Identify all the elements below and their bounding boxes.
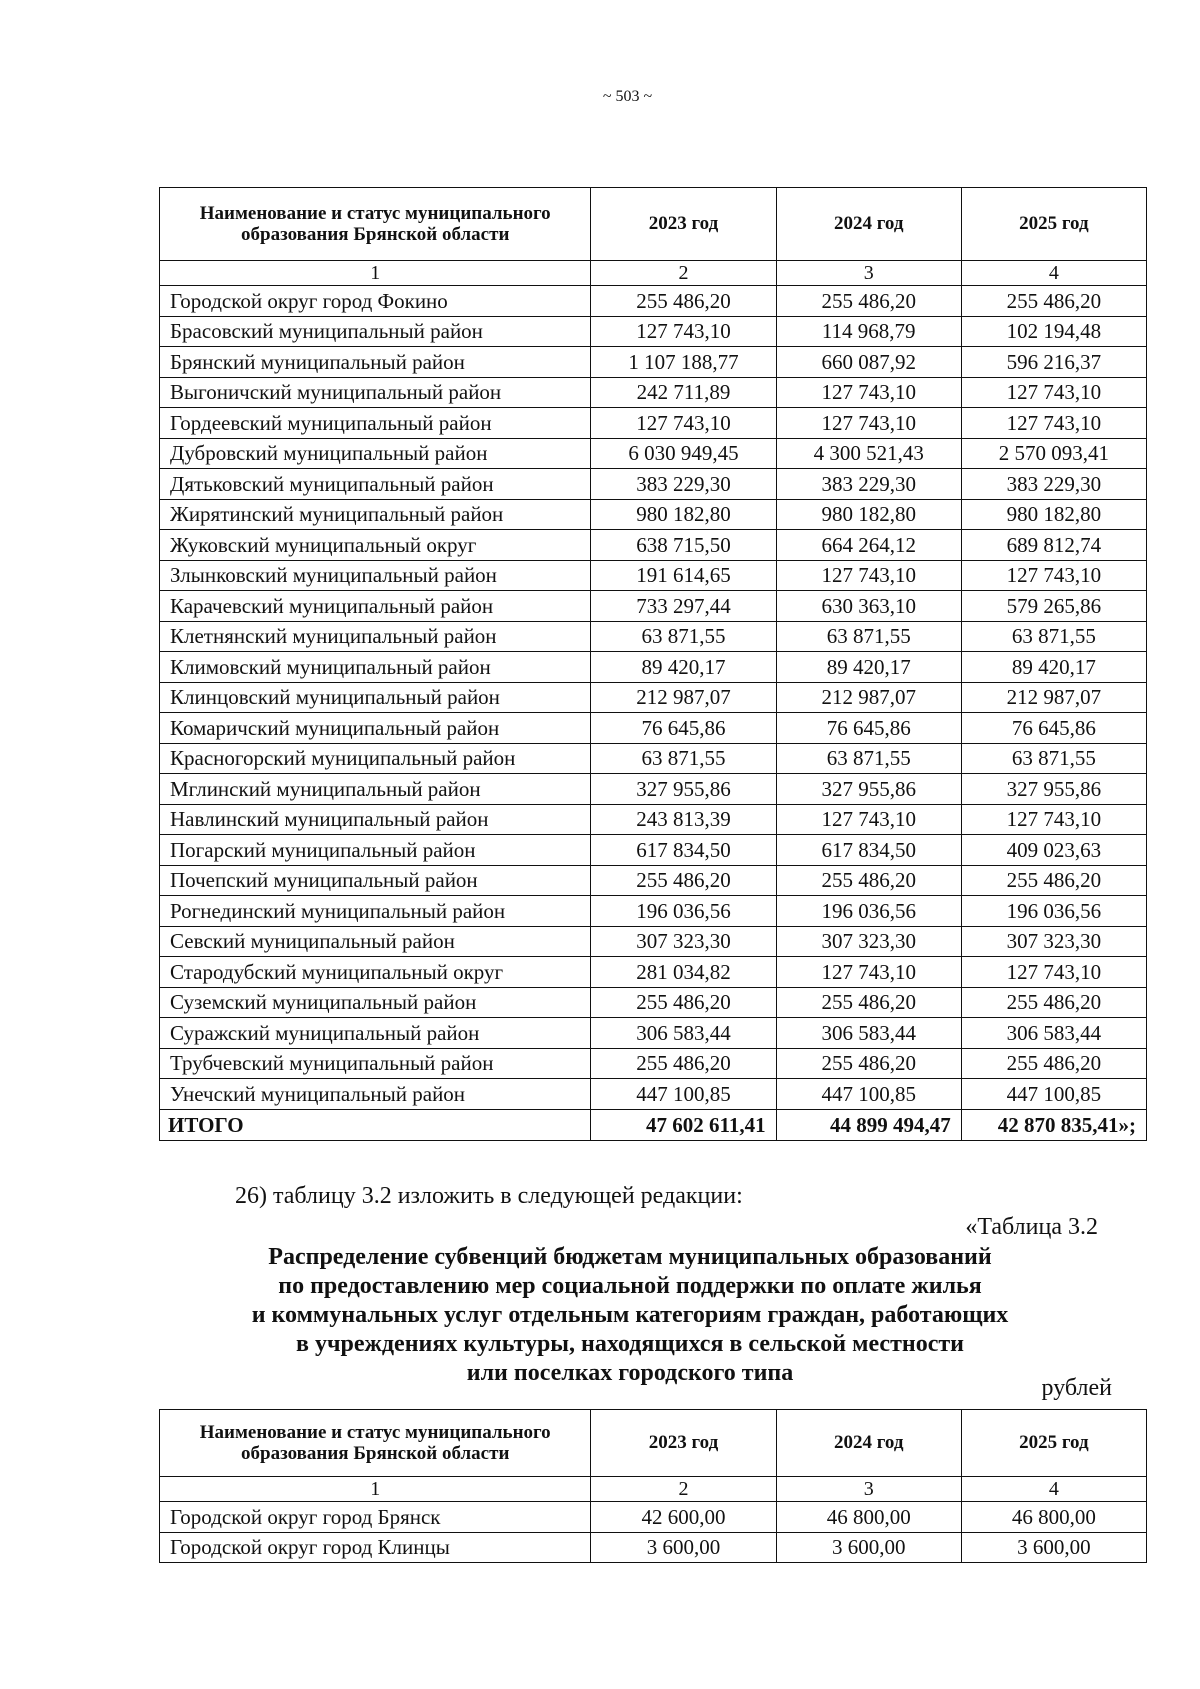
table-row bbox=[160, 1532, 1147, 1563]
municipality-name: Климовский муниципальный район bbox=[160, 652, 591, 683]
amount-cell: 255 486,20 bbox=[591, 987, 776, 1018]
amount-cell: 689 812,74 bbox=[961, 530, 1146, 561]
amount-cell: 306 583,44 bbox=[776, 1018, 961, 1049]
municipality-name: Суземский муниципальный район bbox=[160, 987, 591, 1018]
amount-cell: 327 955,86 bbox=[776, 774, 961, 805]
amount-cell: 596 216,37 bbox=[961, 347, 1146, 378]
amount-cell: 255 486,20 bbox=[776, 1048, 961, 1079]
amount-cell: 127 743,10 bbox=[961, 408, 1146, 439]
amount-cell: 242 711,89 bbox=[591, 377, 776, 408]
amount-cell: 127 743,10 bbox=[776, 957, 961, 988]
table-row bbox=[160, 652, 1147, 683]
table-label: «Таблица 3.2 bbox=[965, 1214, 1098, 1240]
amount-cell: 127 743,10 bbox=[591, 408, 776, 439]
municipality-name: Севский муниципальный район bbox=[160, 926, 591, 957]
units-label: рублей bbox=[1041, 1375, 1112, 1401]
column-number: 4 bbox=[961, 1477, 1146, 1502]
amount-cell: 327 955,86 bbox=[961, 774, 1146, 805]
amount-cell: 3 600,00 bbox=[591, 1532, 776, 1563]
amount-cell: 3 600,00 bbox=[776, 1532, 961, 1563]
total-label: ИТОГО bbox=[160, 1109, 591, 1140]
municipality-name: Навлинский муниципальный район bbox=[160, 804, 591, 835]
amount-cell: 63 871,55 bbox=[961, 743, 1146, 774]
header-2025: 2025 год bbox=[961, 188, 1146, 261]
amount-cell: 46 800,00 bbox=[776, 1502, 961, 1533]
table-row bbox=[160, 316, 1147, 347]
amount-cell: 127 743,10 bbox=[591, 316, 776, 347]
table-row bbox=[160, 926, 1147, 957]
amount-cell: 76 645,86 bbox=[776, 713, 961, 744]
subsidy-table-previous bbox=[159, 187, 1147, 1141]
amount-cell: 89 420,17 bbox=[776, 652, 961, 683]
amount-cell: 281 034,82 bbox=[591, 957, 776, 988]
amount-cell: 196 036,56 bbox=[776, 896, 961, 927]
municipality-name: Жуковский муниципальный округ bbox=[160, 530, 591, 561]
table-row bbox=[160, 469, 1147, 500]
amount-cell: 617 834,50 bbox=[776, 835, 961, 866]
amount-cell: 3 600,00 bbox=[961, 1532, 1146, 1563]
amount-cell: 127 743,10 bbox=[776, 560, 961, 591]
amount-cell: 212 987,07 bbox=[776, 682, 961, 713]
table-title-line: в учреждениях культуры, находящихся в сельской местности bbox=[296, 1331, 964, 1357]
column-number: 2 bbox=[591, 261, 776, 286]
amount-cell: 255 486,20 bbox=[961, 286, 1146, 317]
amount-cell: 1 107 188,77 bbox=[591, 347, 776, 378]
header-name-status: Наименование и статус муниципального образования Брянской области bbox=[160, 188, 591, 261]
amount-cell: 127 743,10 bbox=[961, 957, 1146, 988]
column-numbers-row bbox=[160, 261, 1147, 286]
table-row bbox=[160, 835, 1147, 866]
municipality-name: Трубчевский муниципальный район bbox=[160, 1048, 591, 1079]
amount-cell: 102 194,48 bbox=[961, 316, 1146, 347]
column-number: 4 bbox=[961, 261, 1146, 286]
amount-cell: 980 182,80 bbox=[776, 499, 961, 530]
amount-cell: 6 030 949,45 bbox=[591, 438, 776, 469]
amount-cell: 733 297,44 bbox=[591, 591, 776, 622]
municipality-name: Злынковский муниципальный район bbox=[160, 560, 591, 591]
municipality-name: Суражский муниципальный район bbox=[160, 1018, 591, 1049]
table-row bbox=[160, 957, 1147, 988]
municipality-name: Комаричский муниципальный район bbox=[160, 713, 591, 744]
municipality-name: Брянский муниципальный район bbox=[160, 347, 591, 378]
column-number: 2 bbox=[591, 1477, 776, 1502]
municipality-name: Брасовский муниципальный район bbox=[160, 316, 591, 347]
municipality-name: Городской округ город Брянск bbox=[160, 1502, 591, 1533]
total-2025: 42 870 835,41»; bbox=[961, 1109, 1146, 1140]
amount-cell: 2 570 093,41 bbox=[961, 438, 1146, 469]
table-title-line: Распределение субвенций бюджетам муниципальных образований bbox=[268, 1244, 992, 1270]
amount-cell: 306 583,44 bbox=[961, 1018, 1146, 1049]
amount-cell: 127 743,10 bbox=[961, 560, 1146, 591]
amount-cell: 255 486,20 bbox=[776, 987, 961, 1018]
amount-cell: 127 743,10 bbox=[776, 804, 961, 835]
amount-cell: 114 968,79 bbox=[776, 316, 961, 347]
column-number: 1 bbox=[160, 261, 591, 286]
municipality-name: Гордеевский муниципальный район bbox=[160, 408, 591, 439]
municipality-name: Дубровский муниципальный район bbox=[160, 438, 591, 469]
amount-cell: 307 323,30 bbox=[961, 926, 1146, 957]
table-row bbox=[160, 347, 1147, 378]
header-2023: 2023 год bbox=[591, 1410, 776, 1477]
amount-cell: 307 323,30 bbox=[591, 926, 776, 957]
table-row bbox=[160, 621, 1147, 652]
table-row bbox=[160, 1048, 1147, 1079]
municipality-name: Городской округ город Фокино bbox=[160, 286, 591, 317]
municipality-name: Выгоничский муниципальный район bbox=[160, 377, 591, 408]
municipality-name: Городской округ город Клинцы bbox=[160, 1532, 591, 1563]
table-row bbox=[160, 499, 1147, 530]
column-number: 1 bbox=[160, 1477, 591, 1502]
table-row bbox=[160, 591, 1147, 622]
total-row bbox=[160, 1109, 1147, 1140]
table-row bbox=[160, 1018, 1147, 1049]
amount-cell: 196 036,56 bbox=[961, 896, 1146, 927]
amount-cell: 4 300 521,43 bbox=[776, 438, 961, 469]
table-row bbox=[160, 530, 1147, 561]
municipality-name: Погарский муниципальный район bbox=[160, 835, 591, 866]
table-header-row bbox=[160, 1410, 1147, 1477]
municipality-name: Жирятинский муниципальный район bbox=[160, 499, 591, 530]
table-title-line: по предоставлению мер социальной поддержки по оплате жилья bbox=[278, 1273, 982, 1299]
column-numbers-row bbox=[160, 1477, 1147, 1502]
header-name-status: Наименование и статус муниципального образования Брянской области bbox=[160, 1410, 591, 1477]
amount-cell: 63 871,55 bbox=[591, 743, 776, 774]
municipality-name: Клинцовский муниципальный район bbox=[160, 682, 591, 713]
amount-cell: 447 100,85 bbox=[961, 1079, 1146, 1110]
amount-cell: 255 486,20 bbox=[776, 865, 961, 896]
amount-cell: 63 871,55 bbox=[591, 621, 776, 652]
table-row bbox=[160, 865, 1147, 896]
amount-cell: 255 486,20 bbox=[776, 286, 961, 317]
column-number: 3 bbox=[776, 1477, 961, 1502]
amount-cell: 660 087,92 bbox=[776, 347, 961, 378]
municipality-name: Клетнянский муниципальный район bbox=[160, 621, 591, 652]
amount-cell: 383 229,30 bbox=[591, 469, 776, 500]
table-row bbox=[160, 408, 1147, 439]
amount-cell: 255 486,20 bbox=[591, 1048, 776, 1079]
subsidy-table-3-2 bbox=[159, 1409, 1147, 1563]
amount-cell: 980 182,80 bbox=[591, 499, 776, 530]
table-row bbox=[160, 743, 1147, 774]
total-2024: 44 899 494,47 bbox=[776, 1109, 961, 1140]
municipality-name: Красногорский муниципальный район bbox=[160, 743, 591, 774]
amount-cell: 306 583,44 bbox=[591, 1018, 776, 1049]
amount-cell: 76 645,86 bbox=[591, 713, 776, 744]
amount-cell: 46 800,00 bbox=[961, 1502, 1146, 1533]
municipality-name: Дятьковский муниципальный район bbox=[160, 469, 591, 500]
amount-cell: 76 645,86 bbox=[961, 713, 1146, 744]
amount-cell: 980 182,80 bbox=[961, 499, 1146, 530]
amount-cell: 196 036,56 bbox=[591, 896, 776, 927]
table-row bbox=[160, 560, 1147, 591]
amount-cell: 579 265,86 bbox=[961, 591, 1146, 622]
amount-cell: 255 486,20 bbox=[961, 865, 1146, 896]
column-number: 3 bbox=[776, 261, 961, 286]
amount-cell: 255 486,20 bbox=[961, 987, 1146, 1018]
amount-cell: 63 871,55 bbox=[776, 621, 961, 652]
amount-cell: 617 834,50 bbox=[591, 835, 776, 866]
table-row bbox=[160, 713, 1147, 744]
amount-cell: 127 743,10 bbox=[961, 804, 1146, 835]
municipality-name: Мглинский муниципальный район bbox=[160, 774, 591, 805]
amount-cell: 638 715,50 bbox=[591, 530, 776, 561]
table-row bbox=[160, 1079, 1147, 1110]
amount-cell: 212 987,07 bbox=[961, 682, 1146, 713]
table-row bbox=[160, 774, 1147, 805]
table-row bbox=[160, 1502, 1147, 1533]
header-2023: 2023 год bbox=[591, 188, 776, 261]
amount-cell: 127 743,10 bbox=[776, 377, 961, 408]
municipality-name: Унечский муниципальный район bbox=[160, 1079, 591, 1110]
table-title-line: и коммунальных услуг отдельным категориям граждан, работающих bbox=[251, 1302, 1009, 1328]
table-title bbox=[160, 1243, 1100, 1388]
amount-cell: 307 323,30 bbox=[776, 926, 961, 957]
amount-cell: 63 871,55 bbox=[961, 621, 1146, 652]
total-2023: 47 602 611,41 bbox=[591, 1109, 776, 1140]
municipality-name: Рогнединский муниципальный район bbox=[160, 896, 591, 927]
table-row bbox=[160, 682, 1147, 713]
amount-cell: 327 955,86 bbox=[591, 774, 776, 805]
table-row bbox=[160, 377, 1147, 408]
amount-cell: 630 363,10 bbox=[776, 591, 961, 622]
amount-cell: 447 100,85 bbox=[591, 1079, 776, 1110]
table-header-row bbox=[160, 188, 1147, 261]
table-row bbox=[160, 438, 1147, 469]
table-row bbox=[160, 987, 1147, 1018]
amount-cell: 255 486,20 bbox=[591, 286, 776, 317]
table-row bbox=[160, 804, 1147, 835]
page-number: ~ 503 ~ bbox=[602, 88, 653, 105]
header-2025: 2025 год bbox=[961, 1410, 1146, 1477]
amount-cell: 383 229,30 bbox=[776, 469, 961, 500]
amount-cell: 127 743,10 bbox=[961, 377, 1146, 408]
amount-cell: 127 743,10 bbox=[776, 408, 961, 439]
header-2024: 2024 год bbox=[776, 188, 961, 261]
header-2024: 2024 год bbox=[776, 1410, 961, 1477]
amendment-instruction: 26) таблицу 3.2 изложить в следующей редакции: bbox=[235, 1183, 743, 1209]
table-row bbox=[160, 286, 1147, 317]
amount-cell: 191 614,65 bbox=[591, 560, 776, 591]
municipality-name: Карачевский муниципальный район bbox=[160, 591, 591, 622]
amount-cell: 383 229,30 bbox=[961, 469, 1146, 500]
table-title-line: или поселках городского типа bbox=[466, 1360, 794, 1386]
amount-cell: 212 987,07 bbox=[591, 682, 776, 713]
amount-cell: 42 600,00 bbox=[591, 1502, 776, 1533]
table-row bbox=[160, 896, 1147, 927]
municipality-name: Стародубский муниципальный округ bbox=[160, 957, 591, 988]
amount-cell: 63 871,55 bbox=[776, 743, 961, 774]
amount-cell: 447 100,85 bbox=[776, 1079, 961, 1110]
amount-cell: 89 420,17 bbox=[961, 652, 1146, 683]
amount-cell: 664 264,12 bbox=[776, 530, 961, 561]
municipality-name: Почепский муниципальный район bbox=[160, 865, 591, 896]
amount-cell: 89 420,17 bbox=[591, 652, 776, 683]
amount-cell: 243 813,39 bbox=[591, 804, 776, 835]
amount-cell: 255 486,20 bbox=[961, 1048, 1146, 1079]
amount-cell: 255 486,20 bbox=[591, 865, 776, 896]
amount-cell: 409 023,63 bbox=[961, 835, 1146, 866]
